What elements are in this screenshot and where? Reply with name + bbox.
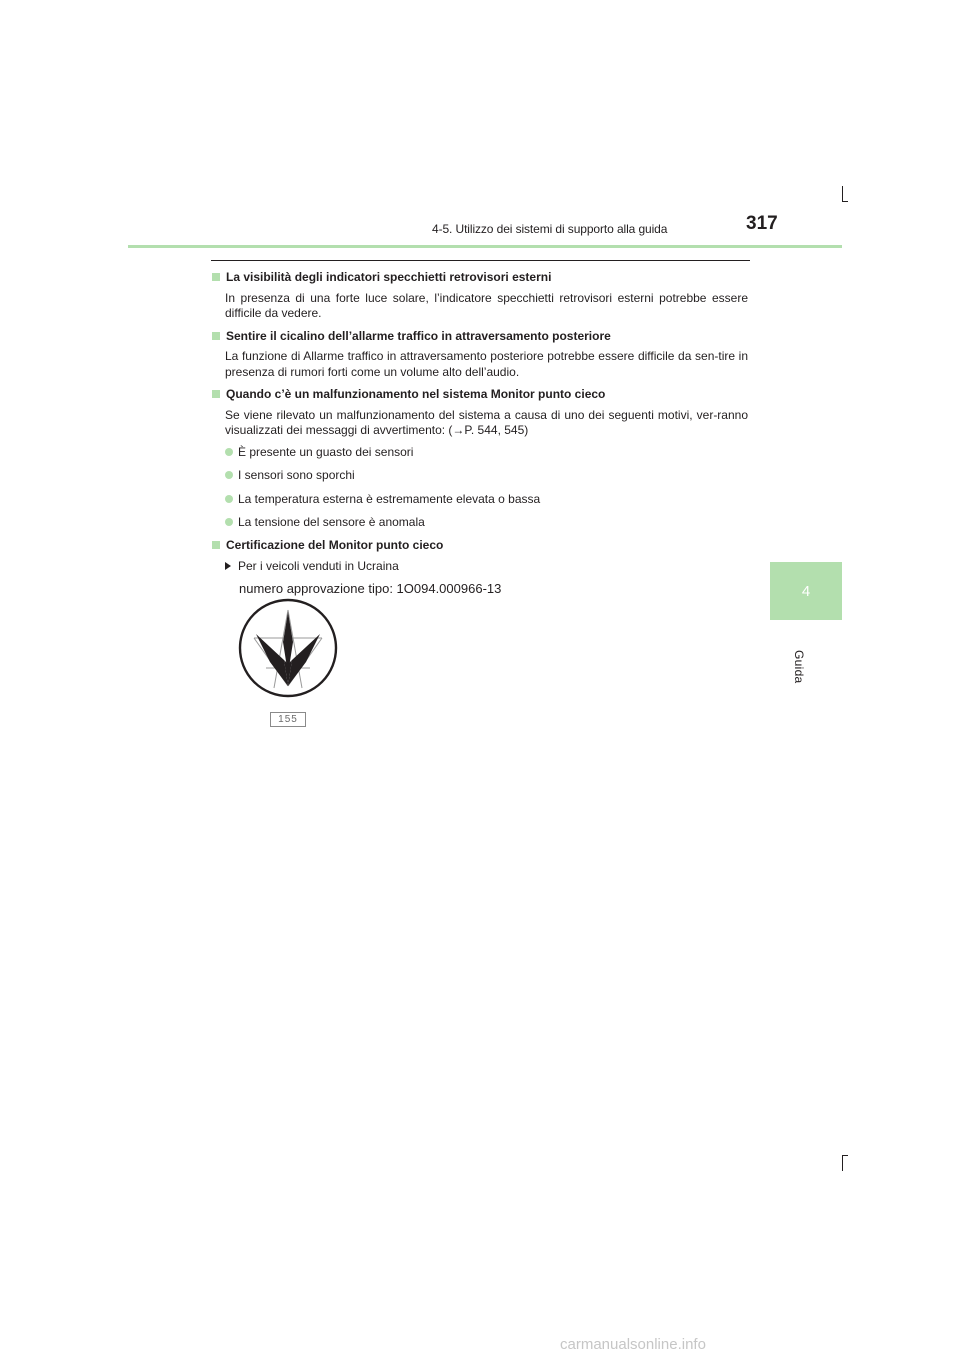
crop-mark-bottom-foot: [842, 1155, 848, 1156]
header-rule: [128, 245, 842, 248]
section-paragraph: La funzione di Allarme traffico in attraversamento posteriore potrebbe essere difficile da sen-tire in presenza di rumori forti come un volume alto dell’audio.: [225, 349, 748, 379]
approval-number: numero approvazione tipo: 1O094.000966-13: [239, 580, 502, 596]
section-heading: [212, 270, 748, 286]
content-top-rule: [211, 260, 750, 261]
sub-item-text: Per i veicoli venduti in Ucraina: [238, 559, 399, 573]
list-item-text: La temperatura esterna è estremamente elevata o bassa: [238, 491, 541, 506]
crop-mark-top-foot: [842, 201, 848, 202]
section-paragraph: In presenza di una forte luce solare, l’indicatore specchietti retrovisori esterni potrebbe essere difficile da vedere.: [225, 290, 748, 320]
section-heading: [212, 329, 748, 345]
list-item-text: I sensori sono sporchi: [238, 468, 355, 482]
malfunction-list: [212, 445, 748, 531]
section-heading-text: Sentire il cicalino dell’allarme traffico in attraversamento posteriore: [226, 328, 611, 343]
chapter-number: 4: [801, 582, 811, 600]
crop-mark-bottom: [842, 1155, 843, 1171]
square-bullet-icon: [212, 390, 220, 398]
running-head: 4-5. Utilizzo dei sistemi di supporto alla guida: [432, 222, 668, 236]
chapter-label: Guida: [792, 650, 806, 684]
section-heading: [212, 538, 748, 554]
list-item: [225, 468, 748, 484]
ukraine-conformity-mark-icon: [236, 598, 342, 728]
triangle-pointer-icon: [225, 562, 231, 570]
section-heading-text: Certificazione del Monitor punto cieco: [226, 537, 444, 552]
section-heading: [212, 387, 748, 403]
section-paragraph: Se viene rilevato un malfunzionamento del sistema a causa di uno dei seguenti motivi, ver-ranno visualizzati dei messaggi di avvertimento: (→P. 544, 545): [225, 407, 748, 437]
sub-item: [225, 559, 748, 575]
list-item-text: La tensione del sensore è anomala: [238, 515, 425, 529]
round-bullet-icon: [225, 495, 233, 503]
list-item: [225, 445, 748, 461]
square-bullet-icon: [212, 332, 220, 340]
certification-code: 155: [270, 712, 306, 727]
page-content: [212, 270, 748, 596]
section-heading-text: Quando c’è un malfunzionamento nel sistema Monitor punto cieco: [226, 387, 606, 401]
square-bullet-icon: [212, 273, 220, 281]
list-item-text: È presente un guasto dei sensori: [238, 444, 414, 459]
section-heading-text: La visibilità degli indicatori specchietti retrovisori esterni: [226, 270, 552, 284]
crop-mark-top: [842, 186, 843, 202]
watermark: carmanualsonline.info: [560, 1336, 706, 1353]
round-bullet-icon: [225, 518, 233, 526]
chapter-tab: [770, 562, 842, 620]
page-number: 317: [746, 213, 778, 234]
list-item: [225, 492, 748, 508]
round-bullet-icon: [225, 471, 233, 479]
list-item: [225, 515, 748, 531]
round-bullet-icon: [225, 448, 233, 456]
square-bullet-icon: [212, 541, 220, 549]
